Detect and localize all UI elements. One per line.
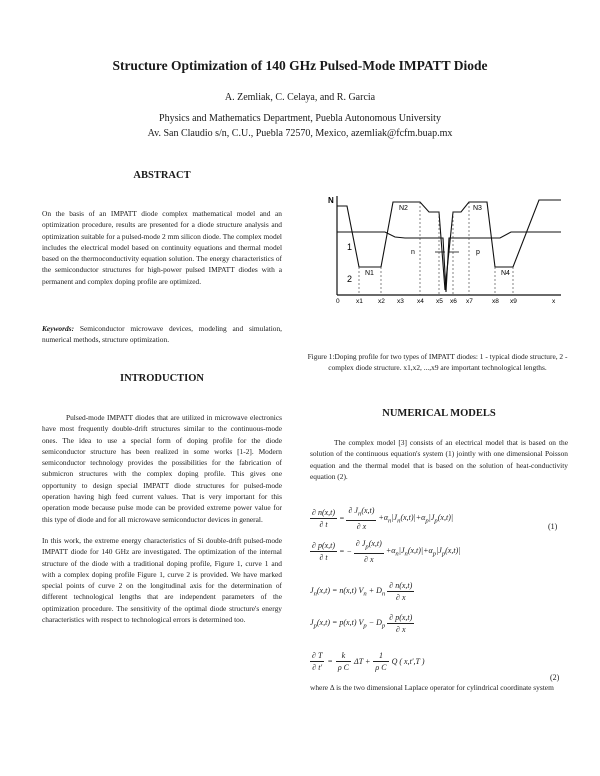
numerical-models-heading: NUMERICAL MODELS — [382, 408, 496, 419]
affiliation-line-1: Physics and Mathematics Department, Puebla Autonomous University — [159, 113, 441, 124]
keywords-text: Semiconductor microwave devices, modeling and simulation, numerical methods, structure optimization. — [42, 324, 282, 345]
equation-1a: $\frac{\partial n(x,t)}{\partial t}$ = $\frac{\partial J_n(x,t)}{\partial x}$ $+\alpha_n|J_n(x,t)|+\alpha_p|J_p(x,t)|$ — [312, 506, 454, 531]
where-text: where Δ is the two dimensional Laplace operator for cylindrical coordinate system — [310, 683, 554, 692]
x-tick-label: x3 — [397, 298, 404, 304]
abstract-paragraph: On the basis of an IMPATT diode complex mathematical model and an optimization procedure, results are presented for a diode structure analysis and optimization suitable for a pulsed-mode 2 mm silicon diode. The complex model includes the electrical model based on continuity equations and thermal model based on the thermoconductivity equation solution. The energy characteristics of the semiconductor structures for high-power pulsed IMPATT diodes with a permanent and complex doping profile are optimized. — [42, 209, 282, 286]
keywords-label: Keywords: — [42, 324, 75, 333]
p-region-label: p — [476, 249, 480, 256]
x-tick-label: x8 — [492, 298, 499, 304]
equation-1-number: (1) — [548, 522, 558, 531]
equation-1c: $J_n(x,t) = n(x,t) V_n + D_n$ $\frac{\partial n(x,t)}{\partial x}$ — [310, 581, 413, 602]
numerical-paragraph-1: The complex model [3] consists of an electrical model that is based on the solution of the continuous equation's system (1) jointly with one dimensional Poisson equation and the thermal model that is based on the solution of heat-conductivity equation (2). — [310, 438, 568, 481]
x-tick-label: x — [552, 298, 556, 304]
x-tick-label: x2 — [378, 298, 385, 304]
equation-2: $\frac{\partial T}{\partial t'}$ = $\frac{k}{\text{ρ C}}$ ΔT + $\frac{1}{\text{ρ C}}$ Q ( x,t′,T ) — [312, 651, 425, 672]
equation-2-number: (2) — [550, 673, 560, 682]
y-axis-label: N — [328, 196, 334, 205]
paper-title: Structure Optimization of 140 GHz Pulsed-Mode IMPATT Diode — [112, 58, 488, 73]
n4-label: N4 — [501, 270, 510, 277]
equation-1b: $\frac{\partial p(x,t)}{\partial t}$ = − $\frac{\partial J_p(x,t)}{\partial x}$ $+\alpha_n|J_n(x,t)|+\alpha_p|J_p(x,t)|$ — [312, 539, 461, 564]
curve-1-label: 1 — [347, 242, 353, 252]
x-tick-label: x1 — [356, 298, 363, 304]
abstract-heading: ABSTRACT — [133, 170, 191, 181]
introduction-text — [42, 412, 282, 625]
authors: A. Zemliak, C. Celaya, and R. Garcia — [224, 92, 376, 103]
introduction-paragraph-1: Pulsed-mode IMPATT diodes that are utilized in microwave electronics have most frequently double-drift structures similar to the continuous-mode ones. The idea to use a special form of doping profile for the diode semiconductor structure has been realized in some works [1-2]. Modern semiconductor technology provides the possibilities for the fabrication of submicron structures with the complex doping profile. This gives one opportunity to design special IMPATT diode structures for pulsed-mode operation having high feed current values. That is very important for this operation mode because pulse mode can be provided extreme power value for this type of diode and for all microwave semiconductor devices in general. — [42, 413, 282, 524]
x-tick-label: x6 — [450, 298, 457, 304]
n3-label: N3 — [473, 205, 482, 212]
introduction-paragraph-2: In this work, the extreme energy characteristics of Si double-drift pulsed-mode IMPATT diode for 140 GHz are investigated. The optimization of the internal structure of the diode with a traditional doping profile, Figure 1, curve 1 and with a complex doping profile Figure 1, curve 2 is provided. We have marked special points of curve 2 on the longitudinal axis for the determination of different technological lengths that are independent parameters of the optimization procedure. The sensitivity of the optimal diode structure's energy characteristics with respect to technological errors is determined too. — [42, 535, 282, 625]
x-tick-label: 0 — [336, 298, 340, 304]
figure-caption: Figure 1:Doping profile for two types of IMPATT diodes: 1 - typical diode structure, 2 - complex diode structure. x1,x2, ...,x9 are important technological lengths. — [307, 352, 568, 372]
curve-2-label: 2 — [347, 274, 353, 284]
x-tick-label: x4 — [417, 298, 424, 304]
abstract-text — [42, 208, 282, 287]
keywords — [42, 323, 282, 346]
n-region-label: n — [411, 249, 415, 256]
affiliation-line-2: Av. San Claudio s/n, C.U., Puebla 72570, Mexico, azemliak@fcfm.buap.mx — [147, 128, 453, 139]
equation-1d: $J_p(x,t) = p(x,t) V_p - D_p$ $\frac{\partial p(x,t)}{\partial x}$ — [310, 613, 413, 634]
doping-profile-figure — [325, 192, 565, 304]
x-tick-label: x7 — [466, 298, 473, 304]
introduction-heading: INTRODUCTION — [119, 373, 204, 384]
n2-label: N2 — [399, 205, 408, 212]
n1-label: N1 — [365, 270, 374, 277]
x-tick-label: x9 — [510, 298, 517, 304]
numerical-text — [310, 437, 568, 482]
x-tick-label: x5 — [436, 298, 443, 304]
curve-1-line — [337, 232, 561, 292]
